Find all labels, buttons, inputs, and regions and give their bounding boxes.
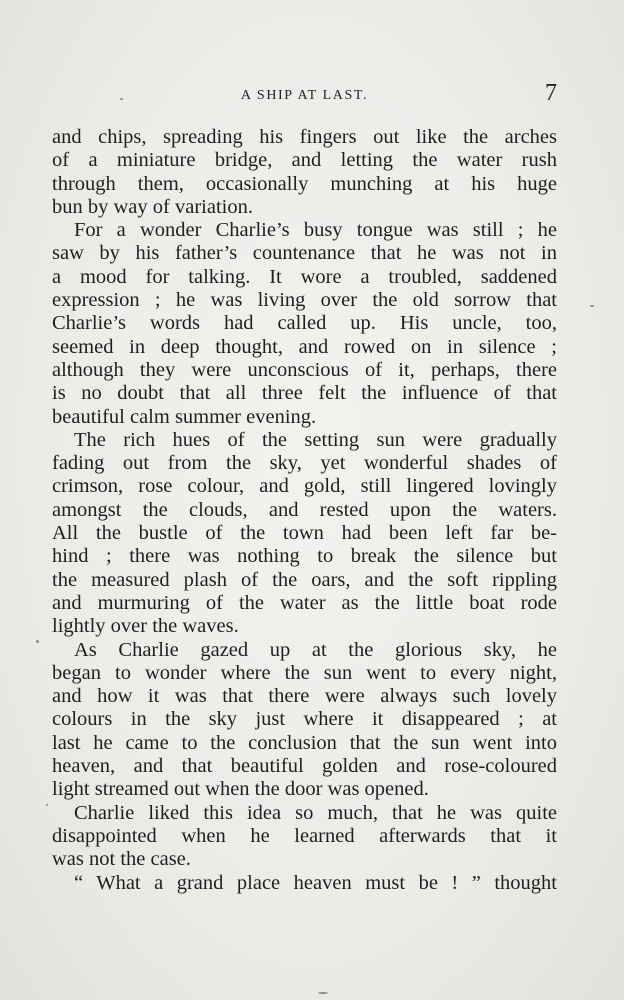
text-line: of a miniature bridge, and letting the water rush [52,149,557,172]
text-line: Charlie’s words had called up. His uncle, too, [52,312,557,335]
text-line: “ What a grand place heaven must be ! ” thought [74,871,557,894]
text-line: fading out from the sky, yet wonderful shades of [52,452,557,475]
text-line: is no doubt that all three felt the influence of that [52,382,557,405]
text-line: For a wonder Charlie’s busy tongue was still ; he [74,219,557,242]
text-line: All the bustle of the town had been left far be- [52,522,557,545]
text-line: heaven, and that beautiful golden and rose-coloured [52,755,557,778]
text-line: hind ; there was nothing to break the silence but [52,545,557,568]
running-title: A SHIP AT LAST. [240,88,369,103]
paper-speck [590,305,594,307]
paper-speck [46,804,48,806]
text-line: beautiful calm summer evening. [52,405,317,428]
text-line: lightly over the waves. [52,615,239,638]
text-line: the measured plash of the oars, and the soft rippling [52,568,557,591]
text-line: and how it was that there were always such lovely [52,685,557,708]
text-line: expression ; he was living over the old sorrow that [52,289,557,312]
text-line: light streamed out when the door was opened. [52,778,429,801]
text-line: was not the case. [52,848,191,871]
text-line: amongst the clouds, and rested upon the waters. [52,498,557,521]
text-line: crimson, rose colour, and gold, still lingered lovingly [52,475,557,498]
running-head [52,80,557,110]
page-number: 7 [545,80,557,106]
text-line: last he came to the conclusion that the sun went into [52,731,557,754]
text-line: saw by his father’s countenance that he was not in [52,242,557,265]
text-line: disappointed when he learned afterwards that it [52,824,557,847]
text-line: As Charlie gazed up at the glorious sky, he [74,638,557,661]
text-line: although they were unconscious of it, perhaps, there [52,358,557,381]
text-body [52,126,557,895]
text-line: and chips, spreading his fingers out like the arches [52,126,557,148]
paper-speck [120,98,123,100]
text-line: through them, occasionally munching at his huge [52,172,557,195]
text-line: colours in the sky just where it disappeared ; at [52,708,557,731]
paper-speck [36,640,39,643]
text-line: began to wonder where the sun went to every night, [52,661,557,684]
text-line: bun by way of variation. [52,195,253,218]
text-line: seemed in deep thought, and rowed on in silence ; [52,335,557,358]
text-line: The rich hues of the setting sun were gradually [74,428,557,451]
text-line: Charlie liked this idea so much, that he was quite [74,801,557,824]
paper-speck [318,992,328,994]
text-line: and murmuring of the water as the little boat rode [52,591,557,614]
text-line: a mood for talking. It wore a troubled, saddened [52,265,557,288]
